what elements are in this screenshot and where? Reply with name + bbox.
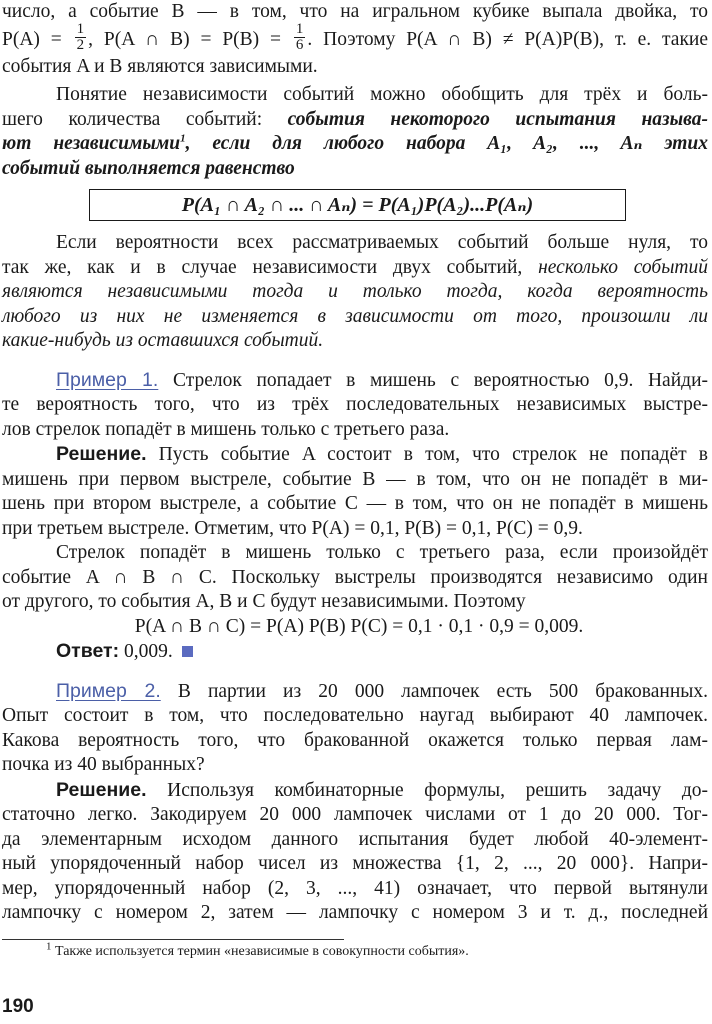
text-line: лов стрелок попадёт в мишень только с третьего раза.	[2, 418, 450, 440]
text-line	[2, 778, 708, 804]
text-fragment: Стрелок попадает в мишень с вероятностью 0,9. Найди-	[172, 369, 708, 391]
fraction-one-half	[75, 22, 87, 53]
definition-emphasis: события некоторого испытания называ-	[287, 108, 708, 130]
definition-emphasis: , если для любого набора A₁, A₂, ..., Aₙ этих	[185, 133, 708, 154]
text-line: ный упорядоченный набор чисел из множества {1, 2, ..., 20 000}. Напри-	[2, 853, 708, 874]
text-line: являются независимыми тогда и только тогда, когда вероятность	[2, 281, 708, 302]
answer-label: Ответ:	[56, 640, 120, 662]
text-line: какие-нибудь из оставшихся событий.	[2, 330, 324, 351]
paragraph-independence-definition	[2, 83, 708, 181]
probability-equations-line	[2, 20, 709, 55]
text-fragment: В партии из 20 000 лампочек есть 500 бракованных.	[177, 680, 709, 702]
fraction-numerator: 1	[295, 20, 304, 37]
footnote-number: 1	[46, 940, 52, 953]
text-line	[2, 679, 708, 705]
text-line: Если вероятности всех рассматриваемых событий больше нуля, то	[56, 232, 708, 253]
fraction-one-sixth	[294, 22, 306, 53]
text-line: лампочку с номером 2, затем — лампочку с номером 3 и т. д., последней	[2, 902, 708, 923]
footnote	[46, 940, 469, 961]
text-line	[2, 132, 708, 157]
text-line: да элементарным исходом данного испытания будет любой 40-элемент-	[2, 828, 708, 850]
example-1-statement	[2, 368, 708, 443]
text-line: Какова вероятность того, что бракованной окажется только первая лам-	[2, 729, 708, 751]
text-line: почка из 40 выбранных?	[2, 754, 205, 775]
text-line: число, а событие B — в том, что на игральном кубике выпала двойка, то	[2, 1, 708, 22]
text-line: шень при втором выстреле, а событие C — в том, что он не попадёт в мишень	[2, 493, 708, 514]
text-line: при третьем выстреле. Отметим, что P(A) = 0,1, P(B) = 0,1, P(C) = 0,9.	[2, 517, 583, 539]
paragraph-independence-criterion	[2, 231, 708, 354]
text-line: Опыт состоит в том, что последовательно наугад выбирают 40 лампочек.	[2, 705, 708, 726]
example-1-formula: P(A ∩ B ∩ C) = P(A) P(B) P(C) = 0,1 · 0,1 · 0,9 = 0,009.	[134, 615, 584, 637]
text-fragment: . Поэтому P(A ∩ B) ≠ P(A)P(B), т. е. такие	[307, 28, 709, 50]
text-line: статочно легко. Закодируем 20 000 лампочек числами от 1 до 20 000. Тог-	[2, 804, 708, 825]
footnote-divider	[2, 939, 344, 940]
fraction-denominator: 6	[295, 36, 304, 53]
text-line: событие A ∩ B ∩ C. Поскольку выстрелы производятся независимо один	[2, 566, 708, 588]
text-fragment: Пусть событие A состоит в том, что стрелок не попадёт в	[158, 444, 708, 465]
definition-emphasis: ют независимыми	[2, 133, 181, 154]
text-fragment: так же, как и в случае независимости двух событий,	[2, 256, 523, 278]
footnote-mark: 1	[180, 132, 186, 145]
text-fragment: Используя комбинаторные формулы, решить задачу до-	[167, 779, 708, 801]
example-2-statement	[2, 679, 708, 778]
section-gap	[2, 665, 708, 679]
fraction-numerator: 1	[76, 20, 85, 37]
page-number: 190	[2, 996, 34, 1017]
solution-label: Решение.	[56, 778, 147, 801]
text-line: от другого, то события A, B и C будут независимыми. Поэтому	[2, 591, 526, 612]
example-2-solution	[2, 778, 708, 926]
answer-value: 0,009.	[123, 641, 173, 662]
text-line	[2, 108, 708, 133]
text-fragment: , P(A ∩ B) = P(B) =	[88, 28, 282, 50]
paragraph-dependence-conclusion	[2, 0, 708, 79]
end-of-solution-square-icon	[182, 646, 193, 657]
example-1-solution	[2, 442, 708, 615]
text-line: Стрелок попадёт в мишень только с третьего раза, если произойдёт	[56, 542, 708, 563]
example-2-label: Пример 2.	[56, 679, 161, 702]
text-line: мер, упорядоченный набор (2, 3, ..., 41) означает, что первой вытянули	[2, 877, 708, 899]
text-line: события A и B являются зависимыми.	[2, 55, 318, 77]
text-line: Понятие независимости событий можно обобщить для трёх и боль-	[56, 84, 708, 105]
text-line	[2, 442, 708, 468]
criterion-italic: несколько событий	[538, 256, 709, 278]
text-fragment: шего количества событий:	[2, 108, 263, 130]
section-gap	[2, 354, 708, 368]
text-line	[2, 256, 708, 281]
text-line: те вероятность того, что из трёх последовательных независимых выстре-	[2, 394, 708, 415]
boxed-independence-formula: P(A₁ ∩ A₂ ∩ ... ∩ Aₙ) = P(A₁)P(A₂)...P(Aₙ)	[89, 189, 626, 221]
solution-label: Решение.	[56, 443, 147, 465]
page-body	[2, 0, 708, 926]
text-line	[2, 368, 708, 394]
example-1-answer	[2, 639, 708, 665]
example-1-label: Пример 1.	[56, 368, 159, 391]
text-fragment: P(A) =	[2, 28, 62, 50]
text-line: мишень при первом выстреле, событие B — в том, что он не попадёт в ми-	[2, 468, 708, 490]
text-line: любого из них не изменяется в зависимости от того, произошли ли	[2, 305, 708, 327]
fraction-denominator: 2	[76, 36, 85, 53]
footnote-text: Также используется термин «независимые в совокупности события».	[55, 944, 469, 959]
text-line: событий выполняется равенство	[2, 157, 295, 179]
